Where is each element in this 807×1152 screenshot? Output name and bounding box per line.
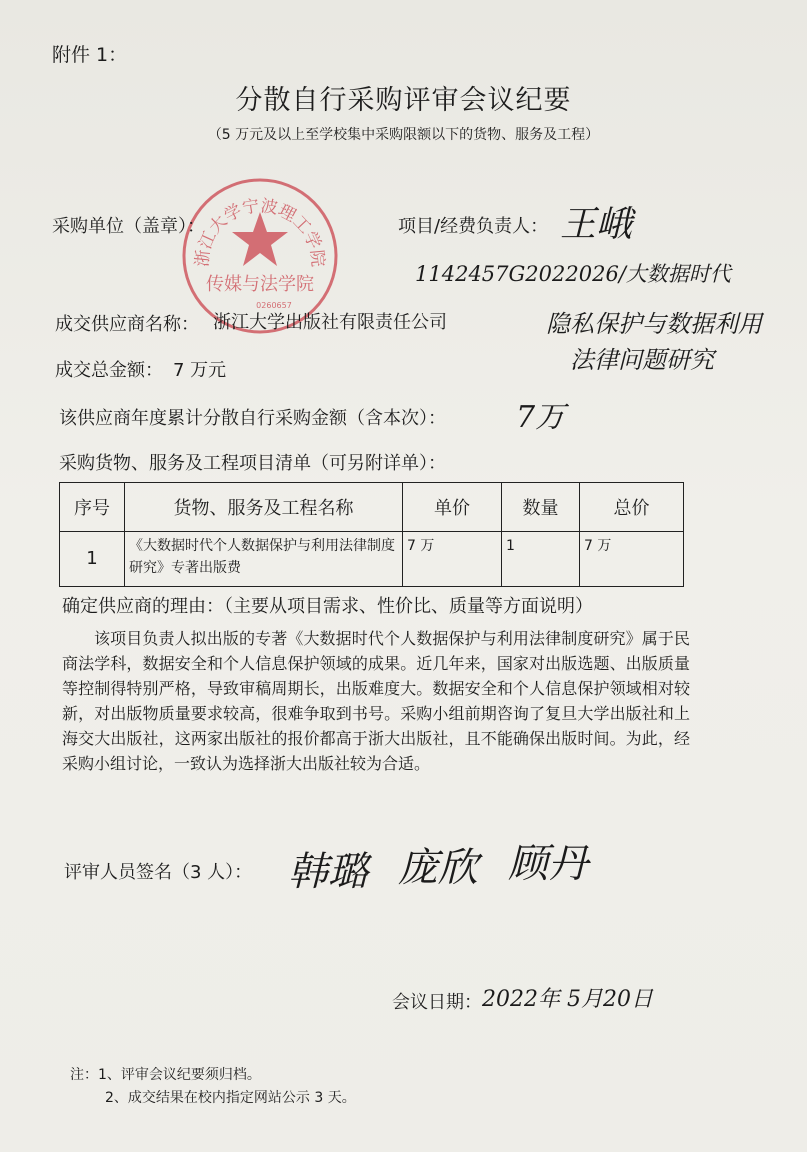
project-manager-label: 项目/经费负责人： xyxy=(398,216,549,237)
purchasing-unit-label: 采购单位（盖章）： xyxy=(52,216,205,237)
cell-total-price: 7 万 xyxy=(580,532,684,587)
supplier-label: 成交供应商名称： xyxy=(55,314,199,335)
note-2: 2、成交结果在校内指定网站公示 3 天。 xyxy=(105,1090,356,1106)
total-amount-label: 成交总金额： xyxy=(55,360,163,381)
project-name-line3: 法律问题研究 xyxy=(570,346,714,374)
attachment-label: 附件 1： xyxy=(52,44,128,66)
reviewer-signature-2: 庞欣 xyxy=(398,845,478,891)
project-manager-signature: 王峨 xyxy=(560,204,633,245)
page-title: 分散自行采购评审会议纪要 xyxy=(235,85,572,116)
header-quantity: 数量 xyxy=(502,483,580,532)
stamp-arc-text: 浙江大学宁波理工学院 xyxy=(192,196,328,268)
stamp-bottom-text: 传媒与法学院 xyxy=(206,274,314,295)
page-subtitle: （5 万元及以上至学校集中采购限额以下的货物、服务及工程） xyxy=(207,127,600,143)
cumulative-amount-label: 该供应商年度累计分散自行采购金额（含本次）： xyxy=(59,408,446,429)
project-name-line2: 隐私保护与数据利用 xyxy=(546,310,762,338)
reason-label: 确定供应商的理由：（主要从项目需求、性价比、质量等方面说明） xyxy=(62,596,593,617)
meeting-date-label: 会议日期： xyxy=(392,992,482,1013)
table-header-row xyxy=(60,483,684,532)
reviewers-label: 评审人员签名（3 人）： xyxy=(64,862,253,883)
reviewer-signature-1: 韩璐 xyxy=(288,849,368,895)
header-total-price: 总价 xyxy=(580,483,684,532)
note-1: 注：1、评审会议纪要须归档。 xyxy=(70,1067,261,1083)
cell-unit-price: 7 万 xyxy=(403,532,502,587)
cumulative-amount-value: 7万 xyxy=(516,400,566,435)
total-amount-value: 7 万元 xyxy=(173,360,227,381)
reason-text: 该项目负责人拟出版的专著《大数据时代个人数据保护与利用法律制度研究》属于民商法学科，数据安全和个人信息保护领域的成果。近几年来，国家对出版选题、出版质量等控制得特别严格，导致审稿周期长，出版难度大。数据安全和个人信息保护领域相对较新，对出版物质量要求较高，很难争取到书号。采购小组前期咨询了复旦大学出版社和上海交大出版社，这两家出版社的报价都高于浙大出版社，且不能确保出版时间。为此，经采购小组讨论，一致认为选择浙大出版社较为合适。 xyxy=(62,629,690,773)
cell-index: 1 xyxy=(60,532,125,587)
header-index: 序号 xyxy=(60,483,125,532)
cell-quantity: 1 xyxy=(502,532,580,587)
header-unit-price: 单价 xyxy=(403,483,502,532)
cell-item-name: 《大数据时代个人数据保护与利用法律制度研究》专著出版费 xyxy=(125,532,403,587)
meeting-date-value: 2022年 5月20日 xyxy=(482,987,653,1012)
supplier-value: 浙江大学出版社有限责任公司 xyxy=(213,312,447,333)
reviewer-signature-3: 顾丹 xyxy=(508,841,588,887)
table-row xyxy=(60,532,684,587)
header-item-name: 货物、服务及工程名称 xyxy=(125,483,403,532)
items-table xyxy=(59,482,684,587)
item-list-label: 采购货物、服务及工程项目清单（可另附详单）： xyxy=(59,453,446,474)
stamp-serial: 0260657 xyxy=(256,301,292,310)
project-code-line: 1142457G2022026/大数据时代 xyxy=(415,262,731,286)
